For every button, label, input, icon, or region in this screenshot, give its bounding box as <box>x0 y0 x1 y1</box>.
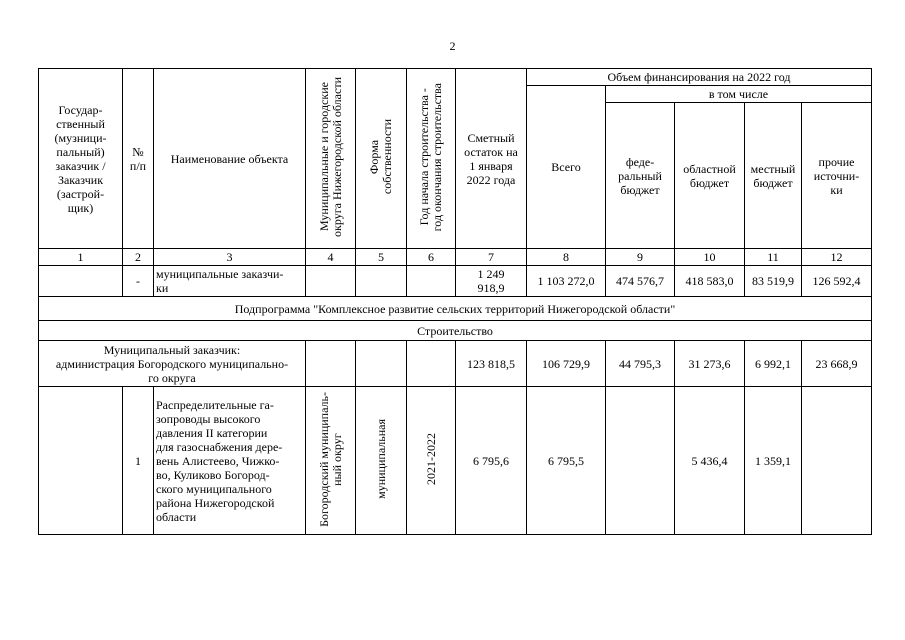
table-row <box>39 387 872 535</box>
header-object-name: Наименование объекта <box>154 69 306 249</box>
row-federal: 44 795,3 <box>606 341 675 387</box>
subprogram-title: Подпрограмма "Комплексное развитие сельских территорий Нижегородской области" <box>39 297 872 321</box>
header-years: Год начала строительства - год окончания строительства <box>417 82 444 232</box>
header-ownership: Форма собственности <box>367 119 394 195</box>
row-regional: 418 583,0 <box>675 266 745 297</box>
header-federal: феде- ральный бюджет <box>606 103 675 249</box>
column-number: 12 <box>802 249 872 266</box>
column-number: 6 <box>407 249 456 266</box>
header-num: № п/п <box>123 69 154 249</box>
row-years: 2021-2022 <box>423 433 438 485</box>
header-regional: областной бюджет <box>675 103 745 249</box>
row-name: муниципальные заказчи- ки <box>154 266 306 297</box>
row-total: 1 103 272,0 <box>527 266 606 297</box>
row-estimate: 1 249 918,9 <box>456 266 527 297</box>
header-local: местный бюджет <box>745 103 802 249</box>
row-other: 23 668,9 <box>802 341 872 387</box>
row-num: - <box>123 266 154 297</box>
row-other: 126 592,4 <box>802 266 872 297</box>
column-number: 4 <box>306 249 356 266</box>
column-number: 2 <box>123 249 154 266</box>
column-number: 5 <box>356 249 407 266</box>
row-total: 106 729,9 <box>527 341 606 387</box>
table-row <box>39 341 872 387</box>
column-number: 8 <box>527 249 606 266</box>
table-row <box>39 266 872 297</box>
row-other <box>802 387 872 535</box>
header-customer: Государ- ственный (музници- пальный) заказчик / Заказчик (застрой- щик) <box>39 69 123 249</box>
row-estimate: 123 818,5 <box>456 341 527 387</box>
row-name: Распределительные га- зопроводы высокого давления II категории для газоснабжения дере- вень Алистеево, Чижко- во, Куликово Богород- ского муниципального района Нижегородской области <box>154 387 306 535</box>
row-regional: 31 273,6 <box>675 341 745 387</box>
header-other: прочие источни- ки <box>802 103 872 249</box>
row-federal <box>606 387 675 535</box>
column-number: 10 <box>675 249 745 266</box>
header-estimate: Сметный остаток на 1 января 2022 года <box>456 69 527 249</box>
financing-table <box>38 68 872 535</box>
customer-name: Муниципальный заказчик: администрация Богородского муниципально- го округа <box>39 341 306 387</box>
row-total: 6 795,5 <box>527 387 606 535</box>
header-financing: Объем финансирования на 2022 год <box>527 69 872 86</box>
row-local: 6 992,1 <box>745 341 802 387</box>
row-regional: 5 436,4 <box>675 387 745 535</box>
row-local: 1 359,1 <box>745 387 802 535</box>
row-municipality: Богородский муниципаль- ный округ <box>316 391 344 527</box>
row-local: 83 519,9 <box>745 266 802 297</box>
column-number: 3 <box>154 249 306 266</box>
column-number: 1 <box>39 249 123 266</box>
row-estimate: 6 795,6 <box>456 387 527 535</box>
row-num: 1 <box>123 387 154 535</box>
column-number-row <box>39 249 872 266</box>
section-title: Строительство <box>39 321 872 341</box>
row-ownership: муниципальная <box>373 419 388 499</box>
column-number: 11 <box>745 249 802 266</box>
header-including: в том числе <box>606 86 872 103</box>
column-number: 9 <box>606 249 675 266</box>
column-number: 7 <box>456 249 527 266</box>
header-municipality: Муниципальные и городские округа Нижегородской области <box>316 77 344 237</box>
page-number: 2 <box>449 39 456 53</box>
row-federal: 474 576,7 <box>606 266 675 297</box>
header-total: Всего <box>527 86 606 249</box>
